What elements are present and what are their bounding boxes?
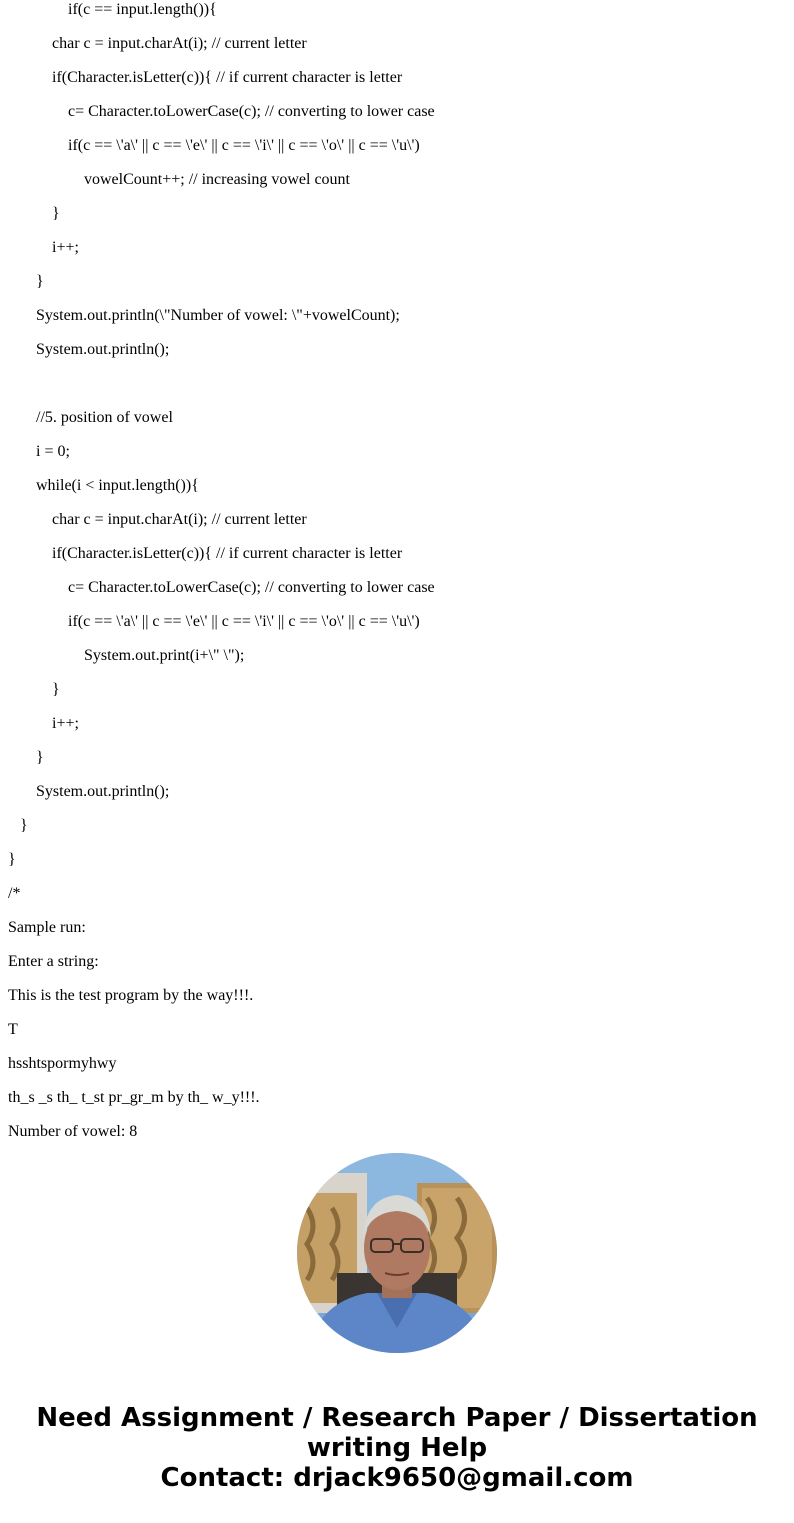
code-line: } <box>36 273 44 290</box>
code-line: System.out.println(); <box>36 783 170 800</box>
code-line: This is the test program by the way!!!. <box>8 987 254 1004</box>
code-line: char c = input.charAt(i); // current letter <box>52 35 307 52</box>
code-line: vowelCount++; // increasing vowel count <box>84 171 350 188</box>
author-photo <box>297 1153 497 1353</box>
code-line: th_s _s th_ t_st pr_gr_m by th_ w_y!!!. <box>8 1089 260 1106</box>
help-headline: Need Assignment / Research Paper / Dissertation writing Help <box>36 1403 758 1463</box>
code-line: Number of vowel: 8 <box>8 1123 138 1140</box>
code-line: c= Character.toLowerCase(c); // converting to lower case <box>68 103 435 120</box>
code-line: i++; <box>52 239 79 256</box>
code-line: } <box>20 817 28 834</box>
code-line: T <box>8 1021 18 1038</box>
code-line: i = 0; <box>36 443 70 460</box>
code-line: //5. position of vowel <box>36 409 173 426</box>
code-line: } <box>52 205 60 222</box>
code-line: /* <box>8 885 21 902</box>
code-line: System.out.print(i+\" \"); <box>84 647 245 664</box>
code-line: System.out.println(); <box>36 341 170 358</box>
code-line: c= Character.toLowerCase(c); // converting to lower case <box>68 579 435 596</box>
code-line: if(Character.isLetter(c)){ // if current character is letter <box>52 545 403 562</box>
footer-banner <box>0 1403 794 1493</box>
author-avatar <box>297 1153 497 1353</box>
code-line: i++; <box>52 715 79 732</box>
code-line <box>0 367 794 401</box>
code-line: } <box>36 749 44 766</box>
code-line: if(Character.isLetter(c)){ // if current character is letter <box>52 69 403 86</box>
code-line: Sample run: <box>8 919 86 936</box>
code-line: while(i < input.length()){ <box>36 477 199 494</box>
code-line: if(c == \'a\' || c == \'e\' || c == \'i\' || c == \'o\' || c == \'u\') <box>68 137 420 154</box>
code-line: char c = input.charAt(i); // current letter <box>52 511 307 528</box>
code-line: System.out.println(\"Number of vowel: \"+vowelCount); <box>36 307 400 324</box>
contact-email: Contact: drjack9650@gmail.com <box>160 1463 634 1493</box>
code-line: if(c == \'a\' || c == \'e\' || c == \'i\' || c == \'o\' || c == \'u\') <box>68 613 420 630</box>
code-line: } <box>52 681 60 698</box>
code-line: } <box>8 851 16 868</box>
code-line: hsshtspormyhwy <box>8 1055 117 1072</box>
code-line: Enter a string: <box>8 953 99 970</box>
code-line: if(c == input.length()){ <box>68 1 217 18</box>
